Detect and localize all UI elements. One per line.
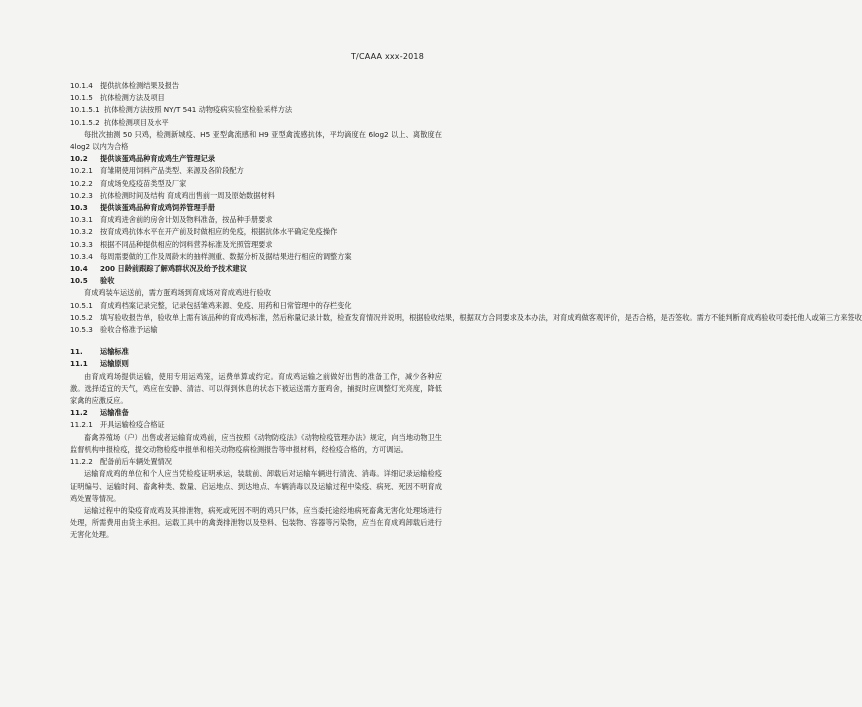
clause [70,117,442,129]
clause-number: 10.2.1 [70,166,93,176]
section-heading [70,346,442,358]
clause-number: 10.1.5.2 [70,117,100,127]
clause-number: 11.1 [70,359,88,369]
clause [70,214,442,226]
clause-number: 10.5 [70,276,88,286]
clause-text: 提供该蛋鸡品种育成鸡生产管理记录 [100,154,216,164]
clause-number: 11.2.2 [70,457,93,467]
clause-text: 抗体检测方法按照 NY/T 541 动物疫病实验室检验采样方法 [104,105,293,115]
standard-code: T/CAAA xxx-2018 [350,52,424,61]
clause-text: 提供抗体检测结果及报告 [100,81,180,90]
paragraph: 育成鸡装车运送前，需方蛋鸡场到育成场对育成鸡进行验收 [84,288,271,298]
clause [70,178,442,190]
clause [70,312,862,324]
clause-number: 11.2 [70,408,88,418]
clause-text: 填写验收报告单，验收单上需有该品种的育成鸡标准，然后称量记录计数，检查发育情况并说明，根据验收结果，根据双方合同要求及本办法，对育成鸡做客观评价，是否合格，是否签收。需方不能判断育成鸡验收可委托他人或第三方来签收 [100,312,862,322]
clause [70,104,442,116]
clause-text: 200 日龄前跟踪了解鸡群状况及给予技术建议 [100,264,247,274]
clause-text: 提供该蛋鸡品种育成鸡饲养管理手册 [100,203,216,213]
clause-text: 验收合格准予运输 [100,325,158,335]
section-heading [70,263,442,275]
paragraph: 每批次抽测 50 只鸡，检测新城疫、H5 亚型禽流感和 H9 亚型禽流感抗体，平均滴度在 6log2 以上、离散度在 4log2 以内为合格 [70,129,442,152]
clause-number: 10.5.1 [70,300,93,310]
paragraph: 由育成鸡场提供运输，使用专用运鸡笼，运费单算或约定。育成鸡运输之前做好出售的准备工作，减少各种应激。选择适宜的天气，鸡应在安静、清洁、可以得到休息的状态下被运送需方蛋鸡舍，捕捉时应调整灯光亮度，降低家禽的应激反应。 [70,371,442,406]
clause-number: 11. [70,347,83,357]
section-heading [70,153,442,165]
paragraph: 运输过程中的染疫育成鸡及其排泄物，病死或死因不明的鸡只尸体，应当委托途经地病死畜禽无害化处理场进行处理，所需费用由货主承担。运载工具中的禽粪排泄物以及垫料、包装物、容器等污染物，应当在育成鸡卸载后进行无害化处理。 [70,505,442,540]
clause-number: 10.4 [70,264,88,274]
clause [70,251,442,263]
clause [70,226,442,238]
clause-text: 配备前后车辆处置情况 [100,457,172,467]
clause [70,300,442,312]
clause-text: 抗体检测项目及水平 [104,117,169,127]
clause-number: 10.3.3 [70,239,93,249]
clause-number: 10.2 [70,154,88,164]
section-gap [70,336,442,346]
clause [70,165,442,177]
clause-number: 10.1.5 [70,93,93,103]
clause [70,419,442,431]
clause-number: 10.2.2 [70,178,93,188]
clause-number: 10.1.5.1 [70,105,100,115]
clause-number: 10.5.2 [70,312,93,322]
clause-number: 10.2.3 [70,190,93,200]
clause-text: 运输原则 [100,359,129,369]
clause-text: 育成鸡档案记录完整，记录包括雏鸡来源、免疫、用药和日常管理中的存栏变化 [100,300,352,310]
document-body [70,80,862,542]
clause [70,92,442,104]
paragraph: 畜禽养殖场（户）出售或者运输育成鸡前，应当按照《动物防疫法》《动物检疫管理办法》规定，向当地动物卫生监督机构申报检疫，提交动物检疫申报单和相关动物疫病检测报告等申报材料，经检疫合格的，方可调运。 [70,432,442,454]
clause [70,324,442,336]
clause-text: 育雏期使用饲料产品类型、来源及各阶段配方 [100,166,244,176]
clause-text: 运输标准 [100,347,129,357]
clause [70,80,442,92]
clause-text: 育成场免疫疫苗类型及厂家 [100,178,187,188]
section-heading [70,407,442,419]
clause-number: 10.3 [70,203,88,213]
clause-number: 10.1.4 [70,81,93,90]
clause-text: 按育成鸡抗体水平在开产前及时做相应的免疫，根据抗体水平确定免疫操作 [100,227,338,237]
clause-text: 抗体检测时间及结构 育成鸡出售前一周及原始数据材料 [100,190,275,200]
clause-number: 10.3.4 [70,251,93,261]
clause-number: 10.3.2 [70,227,93,237]
clause-text: 根据不同品种提供相应的饲料营养标准及光照管理要求 [100,239,273,249]
clause-text: 每周需要做的工作及周龄末的抽样测重、数据分析及据结果进行相应的调整方案 [100,251,352,261]
paragraph: 运输育成鸡的单位和个人应当凭检疫证明承运，装载前、卸载后对运输车辆进行清洗、消毒。详细记录运输检疫证明编号、运输时间、畜禽种类、数量、启运地点、到达地点、车辆消毒以及运输过程中染疫、病死、死因不明育成鸡处置等情况。 [70,469,442,503]
clause-text: 开具运输检疫合格证 [100,420,165,430]
section-heading [70,202,442,214]
clause-number: 10.5.3 [70,325,93,335]
section-heading [70,275,442,287]
clause [70,456,442,468]
section-heading [70,358,442,370]
clause [70,239,442,251]
clause [70,190,442,202]
clause-text: 验收 [100,276,115,286]
clause-text: 抗体检测方法及项目 [100,93,165,103]
clause-number: 11.2.1 [70,420,93,430]
clause-text: 运输准备 [100,408,129,418]
clause-number: 10.3.1 [70,215,93,225]
clause-text: 育成鸡进舍前的房舍计划及物料准备，按品种手册要求 [100,215,273,225]
